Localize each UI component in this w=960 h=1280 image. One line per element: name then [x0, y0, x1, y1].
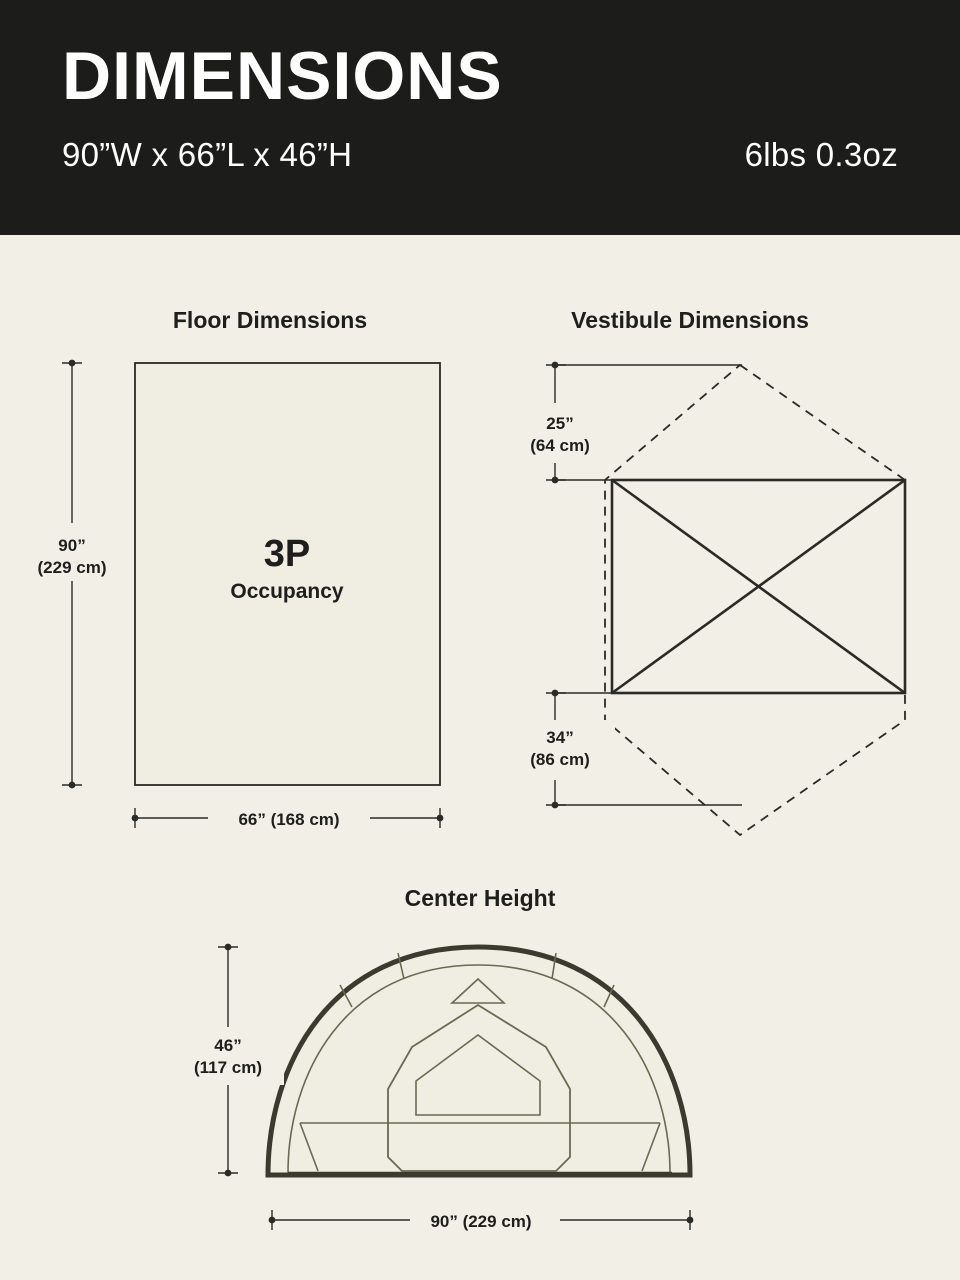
- center-height-title: Center Height: [404, 885, 556, 911]
- header-weight-text: 6lbs 0.3oz: [744, 136, 898, 173]
- page-title: DIMENSIONS: [62, 38, 503, 114]
- floor-height-dot-bottom: [69, 782, 76, 789]
- occupancy-label: Occupancy: [230, 580, 344, 603]
- floor-height-value: 90”: [58, 536, 86, 555]
- floor-height-label: [8, 535, 136, 579]
- tent-dome-outline: [268, 947, 690, 1175]
- header-dimensions-text: 90”W x 66”L x 46”H: [62, 136, 353, 173]
- vestibule-top-metric: (64 cm): [530, 435, 590, 455]
- header-banner: [0, 0, 960, 235]
- floor-dimensions-title: Floor Dimensions: [172, 307, 368, 333]
- floor-width-label: 66” (168 cm): [238, 810, 340, 829]
- center-width-dot-right: [687, 1217, 694, 1224]
- vestibule-bottom-dot-2: [552, 802, 559, 809]
- floor-width-dot-right: [437, 815, 444, 822]
- vestibule-top-dot-2: [552, 477, 559, 484]
- floor-height-metric: (229 cm): [37, 557, 107, 577]
- center-height-label: [172, 1035, 284, 1079]
- vestibule-top-value: 25”: [546, 414, 574, 433]
- vestibule-bottom-label: [505, 727, 615, 771]
- center-height-value: 46”: [214, 1036, 242, 1055]
- center-height-dot-top: [225, 944, 232, 951]
- vestibule-dimensions-title: Vestibule Dimensions: [571, 307, 809, 333]
- vestibule-bottom-dot-1: [552, 690, 559, 697]
- diagram-svg: [0, 235, 960, 1280]
- vestibule-top-dot-1: [552, 362, 559, 369]
- vestibule-top-label: [505, 413, 615, 457]
- center-width-label: 90” (229 cm): [430, 1212, 532, 1231]
- center-height-metric: (117 cm): [193, 1057, 263, 1077]
- center-height-dot-bottom: [225, 1170, 232, 1177]
- occupancy-value: 3P: [263, 533, 311, 575]
- vestibule-hexagon-outline: [605, 365, 905, 835]
- floor-height-dot-top: [69, 360, 76, 367]
- header-subrow: [62, 136, 904, 174]
- diagram-area: [0, 235, 960, 1280]
- center-width-dot-left: [269, 1217, 276, 1224]
- vestibule-bottom-value: 34”: [546, 728, 574, 747]
- floor-width-dot-left: [132, 815, 139, 822]
- vestibule-bottom-metric: (86 cm): [530, 749, 590, 769]
